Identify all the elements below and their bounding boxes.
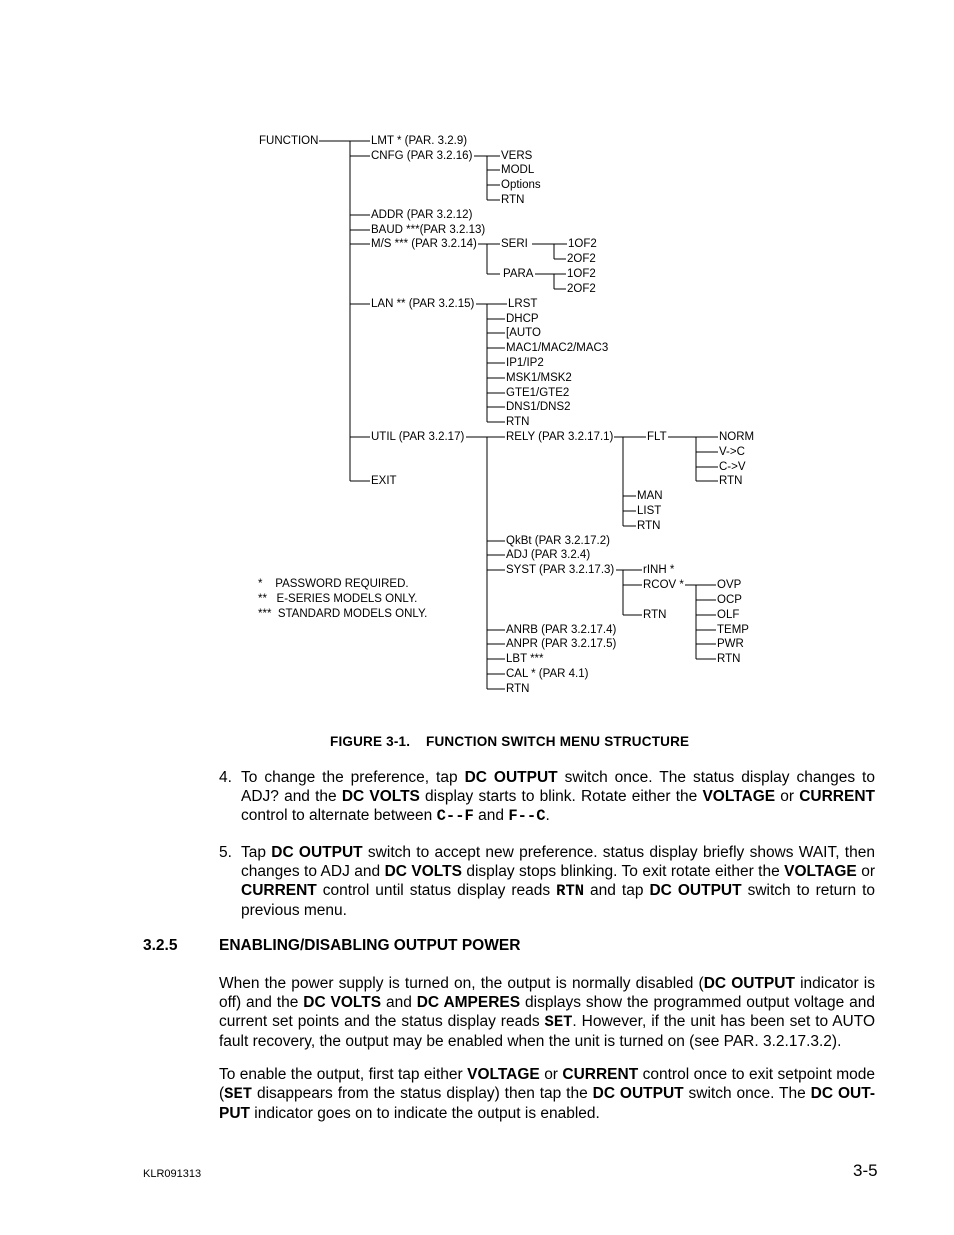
- menu-item-ms: M/S *** (PAR 3.2.14): [371, 238, 477, 250]
- rcov-item-olf: OLF: [717, 609, 740, 621]
- lan-item-dhcp: DHCP: [506, 313, 539, 325]
- flt-item-vc: V->C: [719, 446, 745, 458]
- syst-item-rinh: rINH *: [643, 564, 675, 576]
- menu-item-addr: ADDR (PAR 3.2.12): [371, 209, 473, 221]
- rcov-item-pwr: PWR: [717, 638, 744, 650]
- util-item-anpr: ANPR (PAR 3.2.17.5): [506, 638, 617, 650]
- syst-item-rtn: RTN: [643, 609, 667, 621]
- util-item-qkbt: QkBt (PAR 3.2.17.2): [506, 535, 610, 547]
- flt-item-rtn: RTN: [719, 475, 743, 487]
- step-number: 4.: [219, 769, 232, 786]
- rely-item-man: MAN: [637, 490, 663, 502]
- menu-item-baud: BAUD ***(PAR 3.2.13): [371, 224, 486, 236]
- body-paragraph-2: To enable the output, first tap either VOLTAGE or CURRENT control once to exit setpoint mode (SET disappears from the status display) then tap the DC OUTPUT switch once. The DC OUT-PUT indicator goes on to indicate the output is enabled.: [219, 1066, 875, 1122]
- menu-item-lmt: LMT * (PAR. 3.2.9): [371, 135, 468, 147]
- lan-item-msk: MSK1/MSK2: [506, 372, 572, 384]
- step-5-paragraph: 5. Tap DC OUTPUT switch to accept new preference. status display briefly shows WAIT, then changes to ADJ and DC VOLTS display stops blinking. To exit rotate either the VOLTAGE or CURRENT control until status display reads RTN and tap DC OUTPUT switch to return to previous menu.: [219, 844, 875, 919]
- lan-item-gte: GTE1/GTE2: [506, 387, 570, 399]
- rcov-item-ovp: OVP: [717, 579, 742, 591]
- section-number: 3.2.5: [143, 937, 178, 954]
- cnfg-item-options: Options: [501, 179, 541, 191]
- util-item-rtn: RTN: [506, 683, 530, 695]
- lan-item-mac: MAC1/MAC2/MAC3: [506, 342, 609, 354]
- body-paragraph-1: When the power supply is turned on, the output is normally disabled (DC OUTPUT indicator is off) and the DC VOLTS and DC AMPERES displays show the programmed output voltage and current set points and the status display reads SET. However, if the unit has been set to AUTO fault recovery, the output may be enabled when the unit is turned on (see PAR. 3.2.17.3.2).: [219, 975, 875, 1050]
- rely-item-rtn: RTN: [637, 520, 661, 532]
- syst-item-rcov: RCOV *: [643, 579, 684, 591]
- menu-item-util: UTIL (PAR 3.2.17): [371, 431, 465, 443]
- util-item-cal: CAL * (PAR 4.1): [506, 668, 589, 680]
- footnote-e-series: ** E-SERIES MODELS ONLY.: [258, 593, 418, 605]
- menu-root-label: FUNCTION: [259, 135, 319, 147]
- lan-item-rtn: RTN: [506, 416, 530, 428]
- util-item-lbt: LBT ***: [506, 653, 544, 665]
- menu-item-lan: LAN ** (PAR 3.2.15): [371, 298, 475, 310]
- cnfg-item-modl: MODL: [501, 164, 535, 176]
- step-number: 5.: [219, 844, 232, 861]
- footnote-standard: *** STANDARD MODELS ONLY.: [258, 608, 428, 620]
- util-item-rely: RELY (PAR 3.2.17.1): [506, 431, 614, 443]
- rcov-item-temp: TEMP: [717, 624, 749, 636]
- menu-item-cnfg: CNFG (PAR 3.2.16): [371, 150, 473, 162]
- page-number: 3-5: [853, 1161, 878, 1180]
- lan-item-auto: [AUTO: [506, 327, 541, 339]
- menu-item-exit: EXIT: [371, 475, 397, 487]
- lan-item-ip: IP1/IP2: [506, 357, 544, 369]
- seri-item-1of2: 1OF2: [568, 238, 597, 250]
- rely-item-list: LIST: [637, 505, 662, 517]
- seri-item-2of2: 2OF2: [567, 253, 596, 265]
- ms-item-para: PARA: [503, 268, 534, 280]
- cnfg-item-vers: VERS: [501, 150, 533, 162]
- rcov-item-rtn: RTN: [717, 653, 741, 665]
- document-id: KLR091313: [143, 1168, 202, 1180]
- section-title: ENABLING/DISABLING OUTPUT POWER: [219, 937, 521, 954]
- cnfg-item-rtn: RTN: [501, 194, 525, 206]
- para-item-1of2: 1OF2: [567, 268, 596, 280]
- para-item-2of2: 2OF2: [567, 283, 596, 295]
- util-item-adj: ADJ (PAR 3.2.4): [506, 549, 591, 561]
- flt-item-norm: NORM: [719, 431, 755, 443]
- footnote-password: * PASSWORD REQUIRED.: [258, 578, 409, 590]
- ms-item-seri: SERI: [501, 238, 528, 250]
- flt-item-cv: C->V: [719, 461, 746, 473]
- figure-caption: FIGURE 3-1. FUNCTION SWITCH MENU STRUCTURE: [330, 734, 690, 749]
- lan-item-dns: DNS1/DNS2: [506, 401, 571, 413]
- util-item-syst: SYST (PAR 3.2.17.3): [506, 564, 615, 576]
- rcov-item-ocp: OCP: [717, 594, 742, 606]
- lan-item-lrst: LRST: [508, 298, 538, 310]
- step-4-paragraph: 4. To change the preference, tap DC OUTPUT switch once. The status display changes to ADJ? and the DC VOLTS display starts to blink. Rotate either the VOLTAGE or CURRENT control to alternate between C--F and F--C.: [219, 769, 875, 825]
- rely-item-flt: FLT: [647, 431, 667, 443]
- util-item-anrb: ANRB (PAR 3.2.17.4): [506, 624, 617, 636]
